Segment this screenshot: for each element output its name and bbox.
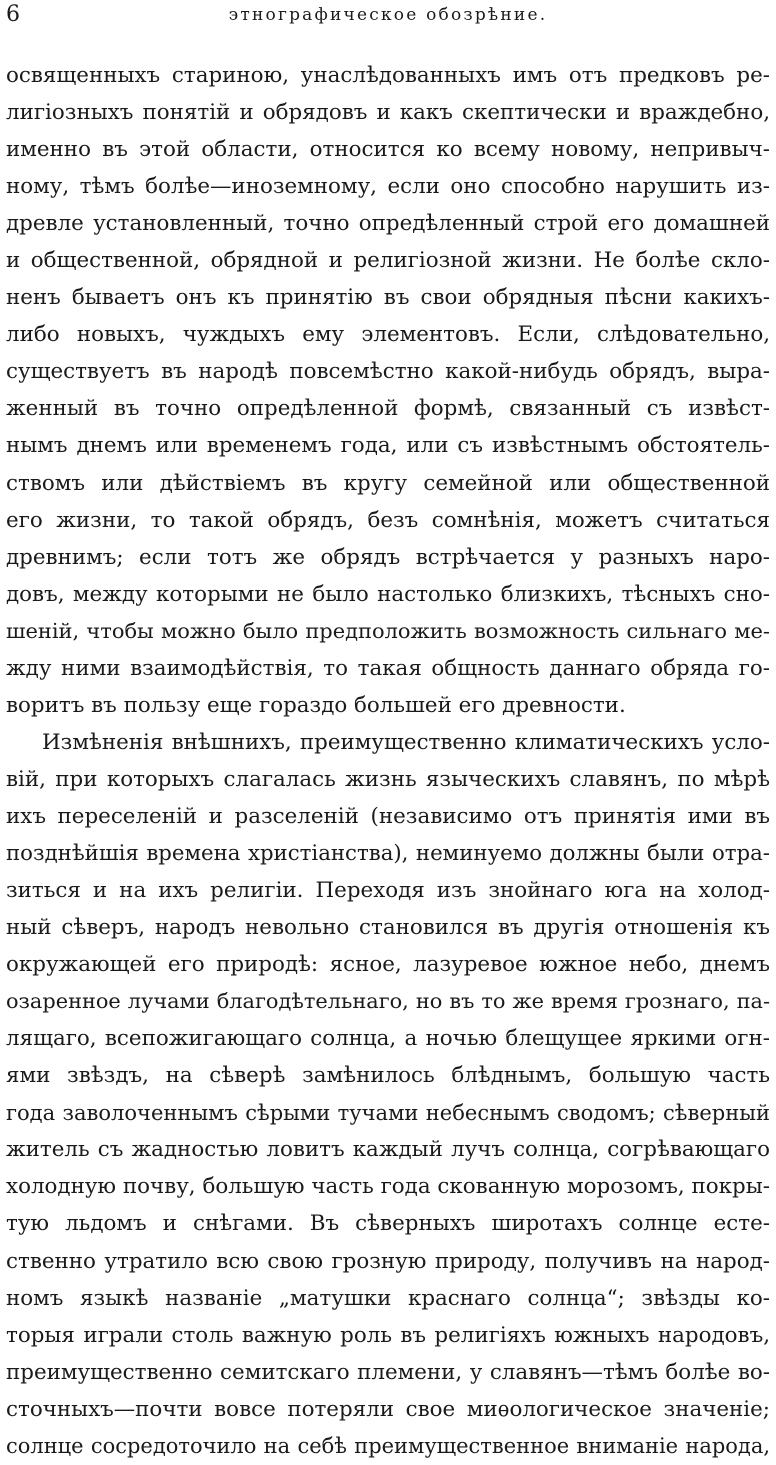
text-line: холодную почву, большую часть года скованную морозомъ, покры-: [6, 1174, 770, 1200]
text-line: нымъ днемъ или временемъ года, или съ извѣстнымъ обстоятель-: [6, 433, 770, 459]
paragraph-1: [6, 57, 770, 724]
text-line: лигіозныхъ понятій и обрядовъ и какъ скептически и враждебно,: [6, 100, 770, 126]
text-line: вій, при которыхъ слагалась жизнь языческихъ славянъ, по мѣрѣ: [6, 766, 770, 792]
text-line: довъ, между которыми не было настолько близкихъ, тѣсныхъ сно-: [6, 581, 770, 607]
text-line: зиться и на ихъ религіи. Переходя изъ знойнаго юга на холод-: [6, 878, 770, 904]
body-text: [6, 57, 770, 1465]
text-line: ный сѣверъ, народъ невольно становился въ другія отношенія къ: [6, 915, 770, 941]
text-line: ствомъ или дѣйствіемъ въ кругу семейной или общественной: [6, 470, 770, 496]
text-line: житель съ жадностью ловитъ каждый лучъ солнца, согрѣвающаго: [6, 1137, 770, 1163]
page-number: 6: [6, 2, 20, 27]
text-line: существуетъ въ народѣ повсемѣстно какой-нибудь обрядъ, выра-: [6, 359, 770, 385]
text-line: торыя играли столь важную роль въ религіяхъ южныхъ народовъ,: [6, 1322, 770, 1348]
text-line: освященныхъ стариною, унаслѣдованныхъ имъ отъ предковъ ре-: [6, 63, 770, 88]
text-line: либо новыхъ, чуждыхъ ему элементовъ. Если, слѣдовательно,: [6, 322, 770, 348]
text-line: сточныхъ—почти вовсе потеряли свое миѳологическое значеніе;: [6, 1396, 770, 1422]
text-line: древнимъ; если тотъ же обрядъ встрѣчается у разныхъ наро-: [6, 544, 770, 570]
text-line: солнце сосредоточило на себѣ преимущественное вниманіе народа,: [6, 1433, 770, 1458]
text-line: года заволоченнымъ сѣрыми тучами небеснымъ сводомъ; сѣверный: [6, 1100, 770, 1126]
text-line: позднѣйшія времена христіанства), неминуемо должны были отра-: [6, 840, 770, 866]
running-title: этнографическое обозрѣние.: [228, 5, 548, 25]
text-line: окружающей его природѣ: ясное, лазуревое южное небо, днемъ: [6, 952, 770, 978]
text-line: ихъ переселеній и разселеній (независимо отъ принятія ими въ: [6, 803, 770, 829]
text-line: преимущественно семитскаго племени, у славянъ—тѣмъ болѣе во-: [6, 1359, 770, 1385]
text-line: тую льдомъ и снѣгами. Въ сѣверныхъ широтахъ солнце есте-: [6, 1211, 770, 1237]
text-line: женный въ точно опредѣленной формѣ, связанный съ извѣст-: [6, 396, 770, 422]
text-line: жду ними взаимодѣйствія, то такая общность даннаго обряда го-: [6, 655, 770, 681]
text-line: ненъ бываетъ онъ къ принятію въ свои обрядныя пѣсни какихъ-: [6, 285, 770, 311]
text-line: воритъ въ пользу еще гораздо большей его древности.: [6, 692, 626, 718]
text-line: ному, тѣмъ болѣе—иноземному, если оно способно нарушить из-: [6, 174, 770, 200]
text-line: номъ языкѣ названіе „матушки краснаго солнца“; звѣзды ко-: [6, 1285, 770, 1311]
text-line: ями звѣздъ, на сѣверѣ замѣнилось блѣднымъ, большую часть: [6, 1063, 770, 1089]
text-line: его жизни, то такой обрядъ, безъ сомнѣнія, можетъ считаться: [6, 507, 770, 533]
text-line: и общественной, обрядной и религіозной жизни. Не болѣе скло-: [6, 248, 770, 274]
text-line: лящаго, всепожигающаго солнца, а ночью блещущее яркими огн-: [6, 1026, 770, 1052]
text-line: Измѣненія внѣшнихъ, преимущественно климатическихъ усло-: [42, 729, 770, 755]
text-line: шеній, чтобы можно было предположить возможность сильнаго ме-: [6, 618, 770, 643]
text-line: именно въ этой области, относится ко всему новому, непривыч-: [6, 137, 770, 163]
text-line: ственно утратило всю свою грозную природу, получивъ на народ-: [6, 1248, 770, 1274]
text-line: озаренное лучами благодѣтельнаго, но въ то же время грознаго, па-: [6, 989, 770, 1014]
text-line: древле установленный, точно опредѣленный строй его домашней: [6, 211, 770, 237]
page-header: [0, 0, 776, 34]
paragraph-2: [6, 724, 770, 1465]
